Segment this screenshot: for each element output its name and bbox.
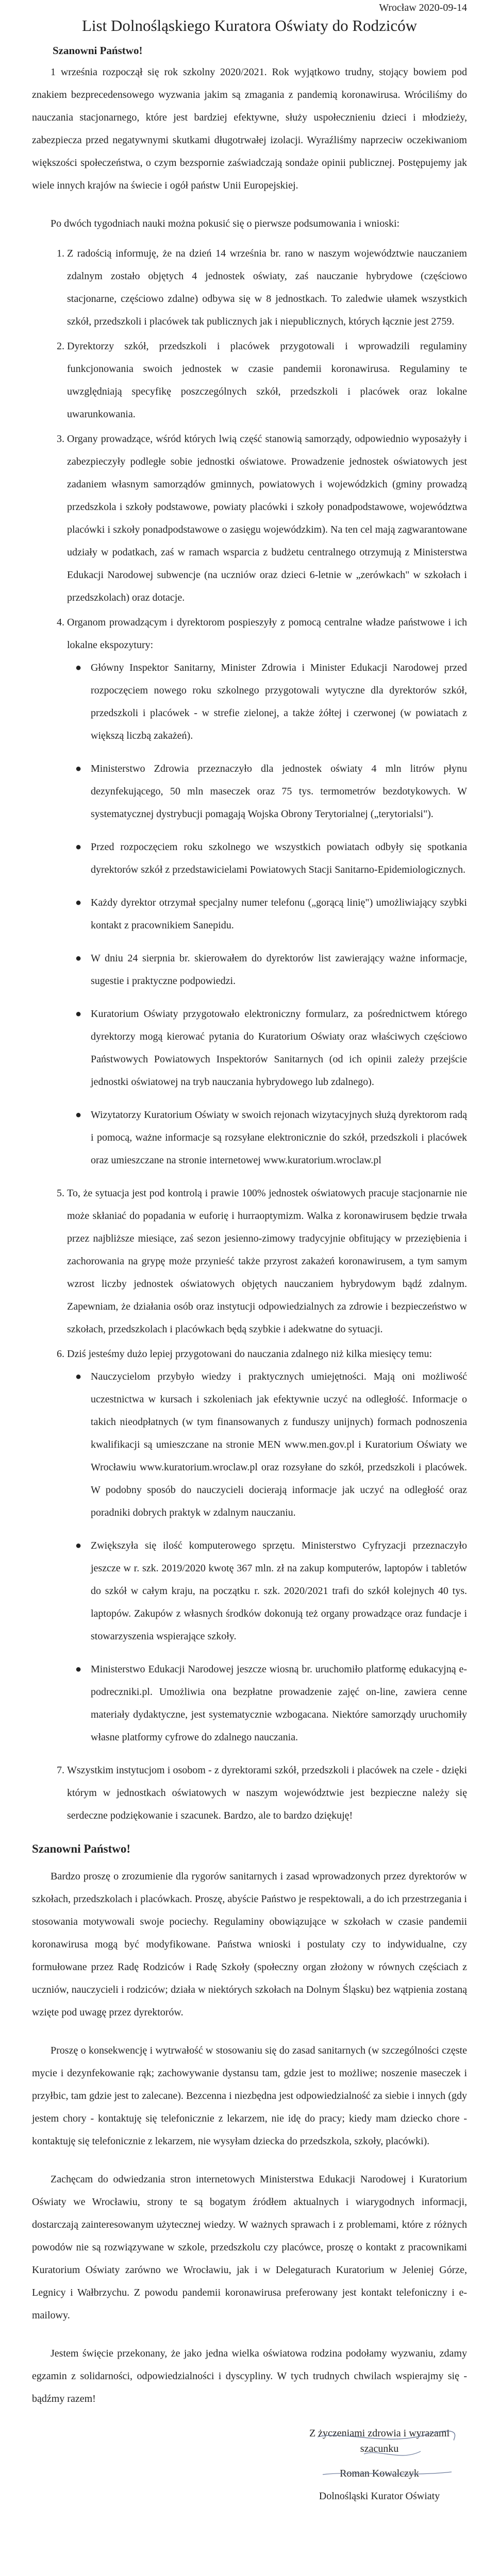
sub-list-item-text: W dniu 24 sierpnia br. skierowałem do dyrektorów list zawierający ważne informacje, sugestie i praktyczne podpowiedzi. bbox=[91, 953, 467, 987]
bullet-icon: ● bbox=[75, 1540, 82, 1551]
list-item-text: Wszystkim instytucjom i osobom - z dyrektorami szkół, przedszkoli i placówek na czele - dzięki którym w jednostkach oświatowych w naszym województwie jest bezpieczne należy się serdeczne podziękowanie i szacunek. Bardzo, ale to bardzo dziękuję! bbox=[67, 1765, 467, 1821]
section-paragraph: Proszę o konsekwencję i wytrwałość w stosowaniu się do zasad sanitarnych (w szczególności częste mycie i dezynfekowanie rąk; zachowywanie dystansu tam, gdzie jest to możliwe; noszenie maseczek i przyłbic, tam gdzie jest to zalecane). Bezcenna i niezbędna jest odpowiedzialność za siebie i innych (gdy jestem chory - kontaktuję się telefonicznie z lekarzem, nie idę do pracy; kiedy mam dziecko chore - kontaktuję się telefonicznie z lekarzem, nie wysyłam dziecka do przedszkola, szkoły, placówki). bbox=[32, 2045, 467, 2147]
signatory-position: Dolnośląski Kurator Oświaty bbox=[319, 2490, 440, 2502]
list-item bbox=[67, 1182, 467, 1341]
sub-list-item bbox=[75, 947, 467, 992]
sub-list-item-text: Nauczycielom przybyło wiedzy i praktycznych umiejętności. Mają oni możliwość uczestnictwa w kursach i szkoleniach jak efektywnie uczyć na odległość. Informacje o takich nieodpłatnych (w tym finansowanych z funduszy unijnych) formach podnoszenia kwalifikacji są umieszczane na stronie MEN www.men.gov.pl i Kuratorium Oświaty we Wrocławiu www.kuratorium.wroclaw.pl oraz rozsyłane do szkół, przedszkoli i placówek. W podobny sposób do nauczycieli docierają informacje jak uczyć na odległość oraz poradniki dobrych praktyk w zdalnym nauczaniu. bbox=[91, 1371, 467, 1518]
list-item-text: Dyrektorzy szkół, przedszkoli i placówek przygotowali i wprowadzili regulaminy funkcjonowania swoich jednostek w czasie pandemii koronawirusa. Regulaminy te uwzględniają specyfikę poszczególnych szkół, przedszkoli i placówek oraz lokalne uwarunkowania. bbox=[67, 341, 467, 420]
sub-list-item-text: Ministerstwo Zdrowia przeznaczyło dla jednostek oświaty 4 mln litrów płynu dezynfekującego, 50 mln maseczek oraz 75 tys. termometrów bezdotykowych. W systematycznej dystrybucji pomagają Wojska Obrony Terytorialnej („terytorialsi"). bbox=[91, 763, 467, 820]
closing-greeting: Z życzeniami zdrowia i wyrazami szacunku bbox=[309, 2428, 450, 2454]
bullet-icon: ● bbox=[75, 953, 82, 964]
signature-block bbox=[302, 2426, 467, 2504]
sub-list-item bbox=[75, 656, 467, 747]
section-paragraph: Bardzo proszę o zrozumienie dla rygorów sanitarnych i zasad wprowadzonych przez dyrektorów w szkołach, przedszkolach i placówkach. Proszę, abyście Państwo je respektowali, a do ich przestrzegania i stosowania motywowali swoje pociechy. Regulaminy obowiązujące w szkołach w czasie pandemii koronawirusa mogą być modyfikowane. Państwa wnioski i postulaty czy to indywidualne, czy formułowane przez Radę Rodziców i Radę Szkoły (społeczny organ złożony w równych częściach z uczniów, nauczycieli i rodziców; działa w niektórych szkołach na Dolnym Śląsku) bez wątpienia zostaną wzięte pod uwagę przez dyrektorów. bbox=[32, 1871, 467, 2018]
bullet-icon: ● bbox=[75, 1664, 82, 1675]
list-item bbox=[67, 428, 467, 609]
list-item bbox=[67, 335, 467, 426]
sub-list-item bbox=[75, 1104, 467, 1172]
dateline: Wrocław 2020-09-14 bbox=[379, 2, 467, 13]
bullet-icon: ● bbox=[75, 1371, 82, 1382]
sub-list-item bbox=[75, 1365, 467, 1524]
list-item-text: To, że sytuacja jest pod kontrolą i prawie 100% jednostek oświatowych pracuje stacjonarnie nie może skłaniać do popadania w euforię i hurraoptymizm. Walka z koronawirusem będzie trwała przez najbliższe miesiące, zaś sezon jesienno-zimowy tradycyjnie obfitujący w przeziębienia i zachorowania na grypę może przynieść także przyrost zakażeń koronawirusem, a tym samym wzrost liczby jednostek oświatowych objętych nauczaniem hybrydowym bądź zdalnym. Zapewniam, że działania osób oraz instytucji odpowiedzialnych za zdrowie i bezpieczeństwo w szkołach, przedszkolach i placówkach będą szybkie i adekwatne do sytuacji. bbox=[67, 1188, 467, 1335]
list-item-text: Dziś jesteśmy dużo lepiej przygotowani do nauczania zdalnego niż kilka miesięcy temu: bbox=[67, 1348, 433, 1360]
list-item bbox=[67, 242, 467, 333]
sub-list-item-text: Kuratorium Oświaty przygotowało elektroniczny formularz, za pośrednictwem którego dyrektorzy mogą kierować pytania do Kuratorium Oświaty oraz właściwych częściowo Państwowych Powiatowych Inspektorów Sanitarnych (od ich opinii zależy przejście jednostki oświatowej na tryb nauczania hybrydowego lub zdalnego). bbox=[91, 1008, 467, 1088]
list-item bbox=[67, 1759, 467, 1827]
section-heading: Szanowni Państwo! bbox=[32, 1842, 131, 1855]
sub-list-item-text: Zwiększyła się ilość komputerowego sprzętu. Ministerstwo Cyfryzacji przeznaczyło jeszcze w r. szk. 2019/2020 kwotę 367 mln. zł na zakup komputerów, laptopów i tabletów do szkół w całym kraju, na początku r. szk. 2020/2021 trafi do szkół kolejnych 40 tys. laptopów. Zakupów z własnych środków dokonują też organy prowadzące oraz fundacje i stowarzyszenia wspierające szkoły. bbox=[91, 1540, 467, 1642]
sub-list-item-text: Główny Inspektor Sanitarny, Minister Zdrowia i Minister Edukacji Narodowej przed rozpoczęciem nowego roku szkolnego przygotowali wytyczne dla dyrektorów szkół, przedszkoli i placówek - w strefie zielonej, a także żółtej i czerwonej (w powiatach z większą liczbą zakażeń). bbox=[91, 662, 467, 741]
sub-list-item bbox=[75, 757, 467, 825]
section-paragraph: Zachęcam do odwiedzania stron internetowych Ministerstwa Edukacji Narodowej i Kuratorium Oświaty we Wrocławiu, strony te są bogatym źródłem aktualnych i wiarygodnych informacji, dostarczają zainteresowanym użytecznej wiedzy. W ważnych sprawach i z problemami, które z różnych powodów nie są rozwiązywane w szkole, przedszkolu czy placówce, proszę o kontakt z pracownikami Kuratorium Oświaty zarówno we Wrocławiu, jak i w Delegaturach Kuratorium w Jeleniej Górze, Legnicy i Wałbrzychu. Z powodu pandemii koronawirusa preferowany jest kontakt telefoniczny i e-mailowy. bbox=[32, 2174, 467, 2321]
list-item-text: Organy prowadzące, wśród których lwią część stanowią samorządy, odpowiednio wyposażyły i zabezpieczyły podległe sobie jednostki oświatowe. Prowadzenie jednostek oświatowych jest zadaniem własnym samorządów gminnych, powiatowych i wojewódzkich (gminy prowadzą przedszkola i szkoły podstawowe, powiaty placówki i szkoły ponadpodstawowe, województwa placówki i szkoły ponadpodstawowe o zasięgu wojewódzkim). Na ten cel mają zagwarantowane udziały w podatkach, zaś w ramach wsparcia z budżetu centralnego otrzymują z Ministerstwa Edukacji Narodowej subwencje (na uczniów oraz dzieci 6-letnie w „zerówkach" w szkołach i przedszkolach) oraz dotacje. bbox=[67, 433, 467, 603]
list-item-text: Organom prowadzącym i dyrektorom pospieszyły z pomocą centralne władze państwowe i ich lokalne ekspozytury: bbox=[67, 617, 467, 651]
salutation: Szanowni Państwo! bbox=[53, 44, 143, 57]
sub-list-item-text: Ministerstwo Edukacji Narodowej jeszcze wiosną br. uruchomiło platformę edukacyjną e-podreczniki.pl. Umożliwia ona bezpłatne prowadzenie zajęć on-line, zawiera cenne materiały dydaktyczne, jest systematycznie wzbogacana. Niektóre samorządy uruchomiły własne platformy cyfrowe do zdalnego nauczania. bbox=[91, 1664, 467, 1743]
sub-list-item-text: Wizytatorzy Kuratorium Oświaty w swoich rejonach wizytacyjnych służą dyrektorom radą i pomocą, ważne informacje są rozsyłane elektronicznie do szkół, przedszkoli i placówek oraz umieszczane na stronie internetowej www.kuratorium.wroclaw.pl bbox=[91, 1109, 467, 1166]
list-item bbox=[67, 1343, 467, 1749]
list-item bbox=[67, 611, 467, 1172]
conclusions-list bbox=[32, 242, 467, 1827]
section-paragraph: Jestem święcie przekonany, że jako jedna wielka oświatowa rodzina podołamy wyzwaniu, zdamy egzamin z solidarności, odpowiedzialności i dyscypliny. W tych trudnych chwilach wspierajmy się - bądźmy razem! bbox=[32, 2348, 467, 2404]
sub-list-item bbox=[75, 1658, 467, 1749]
signatory-name: Roman Kowalczyk bbox=[340, 2468, 419, 2479]
list-item-text: Z radością informuję, że na dzień 14 września br. rano w naszym województwie nauczaniem zdalnym zostało objętych 4 jednostek oświaty, zaś nauczanie hybrydowe (częściowo stacjonarne, częściowo zdalne) odbywa się w 8 jednostkach. To zaledwie ułamek wszystkich szkół, przedszkoli i placówek tak publicznych jak i niepublicznych, których łącznie jest 2759. bbox=[67, 248, 467, 327]
bullet-icon: ● bbox=[75, 897, 82, 908]
sub-list-item-text: Każdy dyrektor otrzymał specjalny numer telefonu („gorącą linię") umożliwiający szybki kontakt z pracownikiem Sanepidu. bbox=[91, 897, 467, 931]
intro-paragraph-2: Po dwóch tygodniach nauki można pokusić się o pierwsze podsumowania i wnioski: bbox=[51, 218, 400, 229]
sub-list bbox=[67, 656, 467, 1172]
bullet-icon: ● bbox=[75, 1109, 82, 1121]
second-section bbox=[32, 1840, 467, 2410]
sub-list bbox=[67, 1365, 467, 1749]
letter-title: List Dolnośląskiego Kuratora Oświaty do Rodziców bbox=[81, 16, 418, 35]
intro-paragraph-1: 1 września rozpoczął się rok szkolny 2020/2021. Rok wyjątkowo trudny, stojący bowiem pod znakiem bezprecedensowego wyzwania jakim są zmagania z pandemią koronawirusa. Wróciliśmy do nauczania stacjonarnego, które jest bardziej efektywne, służy uspołecznieniu dzieci i młodzieży, zabezpiecza przed negatywnymi skutkami długotrwałej izolacji. Wyraźliśmy naprzeciw oczekiwaniom większości społeczeństwa, o czym bezspornie zaświadczają sondaże opinii publicznej. Postępujemy jak wiele innych krajów na świecie i ogół państw Unii Europejskiej. bbox=[32, 66, 467, 191]
bullet-icon: ● bbox=[75, 763, 82, 774]
sub-list-item-text: Przed rozpoczęciem roku szkolnego we wszystkich powiatach odbyły się spotkania dyrektorów szkół z przedstawicielami Powiatowych Stacji Sanitarno-Epidemiologicznych. bbox=[91, 841, 467, 875]
sub-list-item bbox=[75, 1534, 467, 1648]
sub-list-item bbox=[75, 1003, 467, 1093]
bullet-icon: ● bbox=[75, 1008, 82, 1020]
bullet-icon: ● bbox=[75, 841, 82, 853]
bullet-icon: ● bbox=[75, 662, 82, 673]
sub-list-item bbox=[75, 891, 467, 937]
sub-list-item bbox=[75, 836, 467, 881]
